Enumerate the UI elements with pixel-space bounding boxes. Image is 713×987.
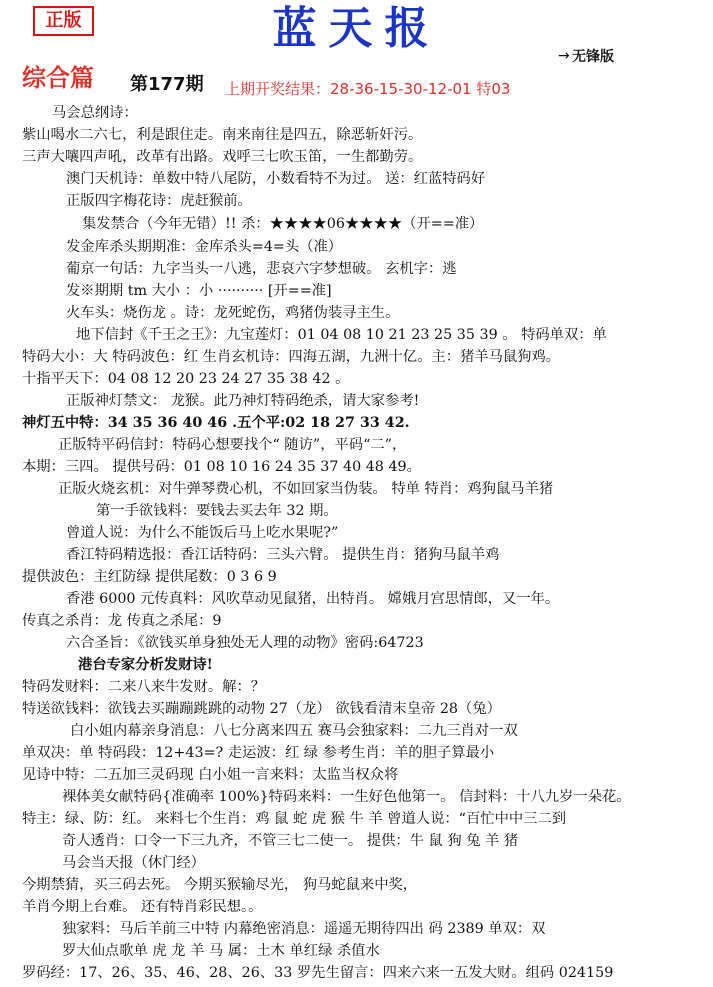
genuine-badge: 正版 xyxy=(33,6,94,36)
text-line: 裸体美女献特码{准确率 100%}特码来料：一生好色他第一。 信封料：十八九岁一朵花。 xyxy=(62,789,631,805)
text-line: 马会当天报（休门经） xyxy=(62,855,205,871)
text-line: 特送欲钱料：欲钱去买蹦蹦跳跳的动物 27（龙） 欲钱看清末皇帝 28（兔） xyxy=(22,701,501,717)
text-line: 葡京一句话：九字当头一八逃，悲哀六字梦想破。 玄机字：逃 xyxy=(66,261,457,277)
text-line: 奇人透肖：口令一下三九齐，不管三七二使一。 提供：牛 鼠 狗 兔 羊 猪 xyxy=(62,833,519,849)
text-line: 地下信封《千王之王》：九宝莲灯：01 04 08 10 21 23 25 35 39 。 特码单双：单 xyxy=(76,327,607,343)
text-line: 特码大小：大 特码波色：红 生肖玄机诗：四海五湖，九洲十亿。主：猪羊马鼠狗鸡。 xyxy=(22,349,561,365)
text-line: 罗码经：17、26、35、46、28、26、33 罗先生留言：四来六来一五发大财。组码 024159 xyxy=(22,965,614,981)
text-line: 白小姐内幕亲身消息：八七分离来四五 赛马会独家料：二九三肖对一双 xyxy=(70,723,518,739)
text-line: 曾道人说：为什么不能饭后马上吃水果呢?” xyxy=(66,525,339,541)
text-line: 火车头：烧伤龙 。诗：龙死蛇伤，鸡猪伪装寻主生。 xyxy=(66,305,400,321)
text-line: 正版特平码信封：特码心想要找个“ 随访”，平码“二”， xyxy=(58,437,407,453)
text-line: 本期：三四。 提供号码：01 08 10 16 24 35 37 40 48 49。 xyxy=(22,459,421,475)
last-draw-result: 上期开奖结果：28-36-15-30-12-01 特03 xyxy=(225,80,511,98)
text-line: 神灯五中特：34 35 36 40 46 .五个平:02 18 27 33 42. xyxy=(22,415,410,431)
text-line: 香江特码精选报：香江话特码：三头六臂。 提供生肖：猪狗马鼠羊鸡 xyxy=(66,547,500,563)
text-line: 见诗中特：二五加三灵码现 白小姐一言来料：太监当权众将 xyxy=(22,767,399,783)
text-line: 三声大嚷四声吼，改革有出路。戏呼三七吹玉笛，一生都勤劳。 xyxy=(22,149,423,165)
text-line: 独家料：马后羊前三中特 内幕绝密消息：遥遥无期待四出 码 2389 单双：双 xyxy=(62,921,546,937)
text-line: 发※期期 tm 大小 ：小 ·········· [开==准] xyxy=(66,283,332,299)
text-line: 传真之杀肖：龙 传真之杀尾：9 xyxy=(22,613,222,629)
text-line: 单双决：单 特码段：12+43=? 走运波：红 绿 参考生肖：羊的胆子算最小 xyxy=(22,745,495,761)
text-line: 羊肖今期上台难。 还有特肖彩民想。。 xyxy=(22,899,263,915)
text-line: 正版神灯禁文： 龙猴。此乃神灯特码绝杀，请大家参考! xyxy=(66,393,420,409)
text-line: 十指平天下：04 08 12 20 23 24 27 35 38 42 。 xyxy=(22,371,350,387)
text-line: 提供波色：主红防绿 提供尾数：0 3 6 9 xyxy=(22,569,277,585)
text-line: 紫山喝水二六七，利是跟住走。南来南往是四五，除恶斩奸污。 xyxy=(22,127,423,143)
text-line: 港台专家分析发财诗! xyxy=(78,657,213,673)
text-line: 正版火烧玄机：对牛弹琴费心机，不如回家当伪装。 特单 特肖：鸡狗鼠马羊猪 xyxy=(58,481,554,497)
text-line: 特码发财料：二来八来牛发财。解：？ xyxy=(22,679,266,695)
text-line: 正版四字梅花诗：虎赶猴前。 xyxy=(66,193,252,209)
text-line: 香港 6000 元传真料：风吹草动见鼠猪，出特肖。 嫦娥月宫思情郎，又一年。 xyxy=(66,591,560,607)
newspaper-title: 蓝天报 xyxy=(272,3,441,54)
issue-number: 第177期 xyxy=(130,74,204,95)
arrow-icon: → xyxy=(558,48,570,64)
edition-label: 无锋版 xyxy=(572,49,614,65)
text-line: 发金库杀头期期准：金库杀头=4=头（准） xyxy=(66,239,343,255)
text-line: 澳门天机诗：单数中特八尾防，小数看特不为过。 送：红蓝特码好 xyxy=(66,171,486,187)
text-line: 集发禁合（今年无错）!! 杀：★★★★06★★★★（开==准） xyxy=(82,216,484,232)
text-line: 马会总纲诗： xyxy=(52,105,138,121)
text-line: 第一手欲钱料：要钱去买去年 32 期。 xyxy=(96,503,338,519)
text-line: 今期禁猜，买三码去死。 今期买猴输尽光， 狗马蛇鼠来中奖， xyxy=(22,877,418,893)
text-line: 特主：绿、防：红。 来料七个生肖：鸡 鼠 蛇 虎 猴 牛 羊 曾道人说：“百忙中中三二到 xyxy=(22,811,567,827)
text-line: 罗大仙点歌单 虎 龙 羊 马 属：土木 单红绿 杀值水 xyxy=(62,943,380,959)
section-title: 综合篇 xyxy=(22,63,94,92)
text-line: 六合圣旨：《欲钱买单身独处无人理的动物》密码:64723 xyxy=(66,635,424,651)
